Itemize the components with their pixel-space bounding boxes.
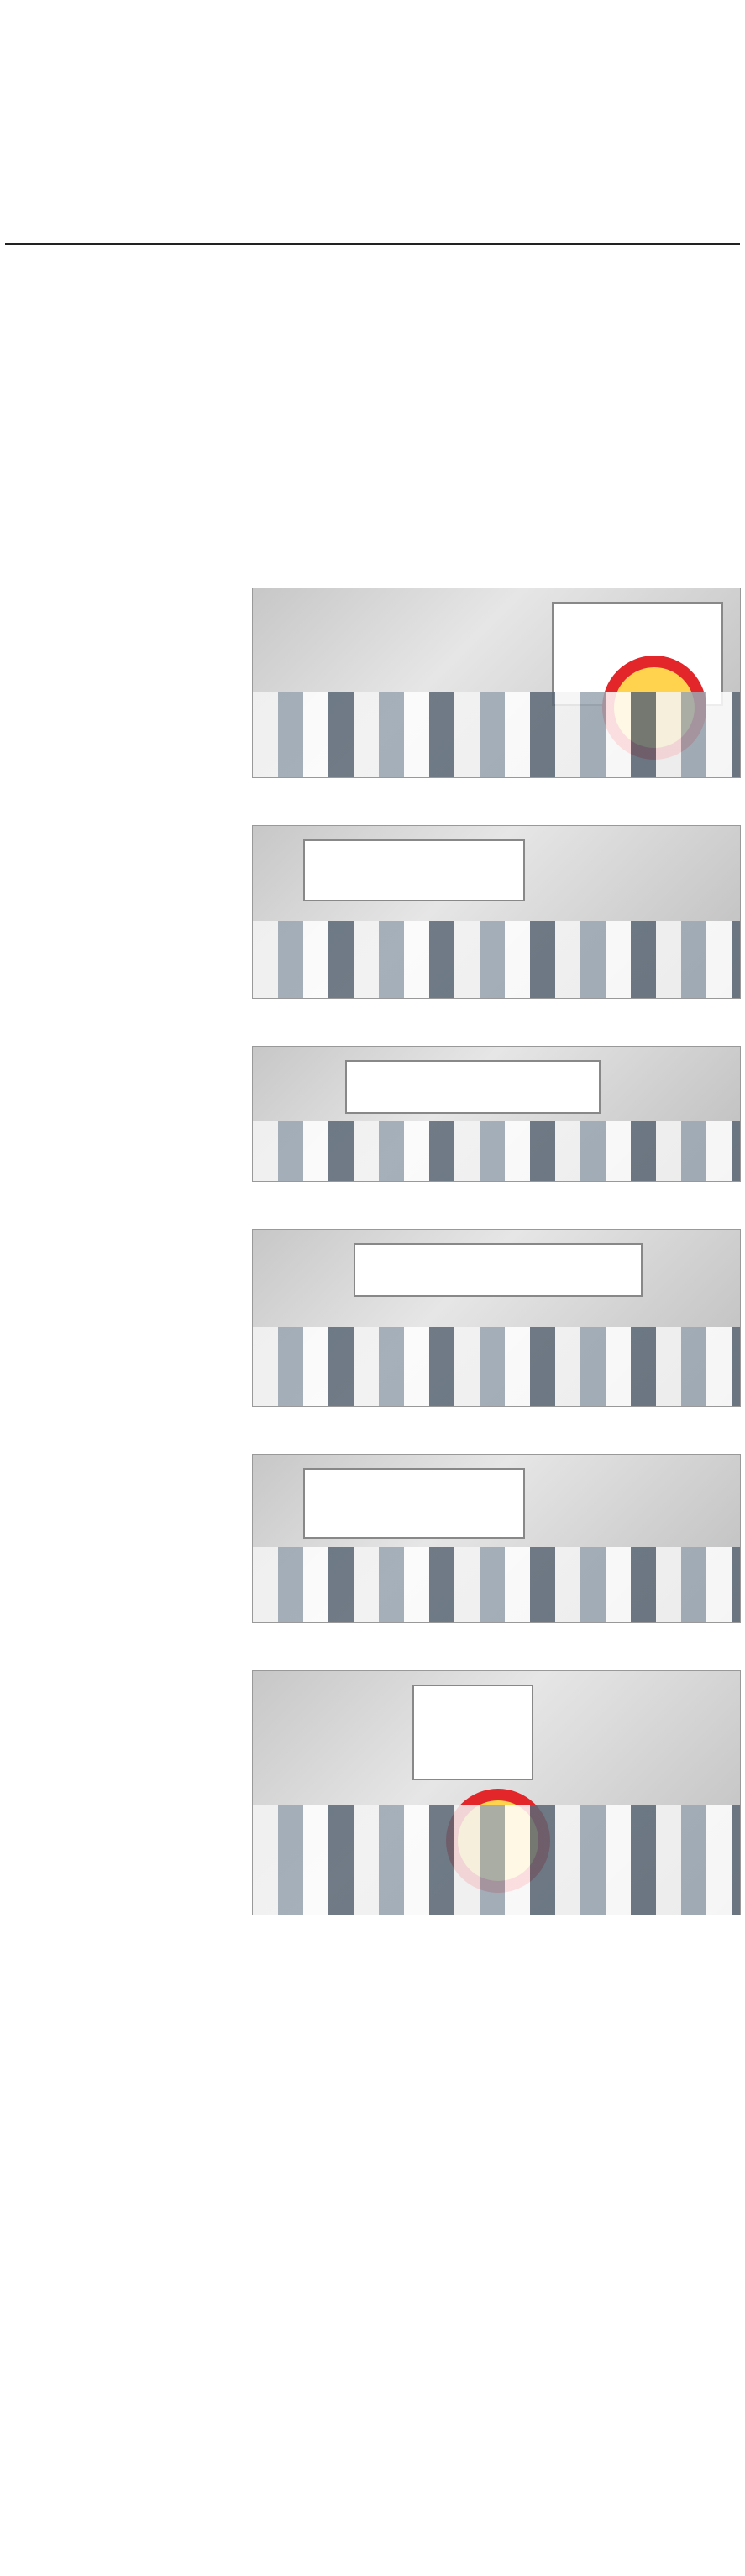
right-column-area — [252, 252, 739, 2568]
headline-divider — [5, 243, 740, 245]
news-photo-6 — [252, 1670, 741, 1915]
photo-1-caption — [252, 778, 739, 817]
news-photo-4 — [252, 1229, 741, 1407]
photo-4-people — [253, 1327, 740, 1407]
article-kicker — [7, 12, 737, 40]
photo-1-people — [253, 692, 740, 777]
news-photo-3 — [252, 1046, 741, 1182]
photo-5-banner — [303, 1468, 525, 1539]
photo-5-caption — [252, 1623, 739, 1662]
left-column — [7, 252, 244, 2568]
right-bottom-col-a — [252, 1966, 491, 2469]
news-photo-5 — [252, 1454, 741, 1623]
news-photo-2 — [252, 825, 741, 999]
photo-4-caption — [252, 1407, 739, 1445]
photo-5-people — [253, 1547, 740, 1622]
photo-3-people — [253, 1121, 740, 1181]
right-top-col-b — [500, 252, 739, 579]
article-headline — [5, 52, 740, 237]
photo-6-caption — [252, 1915, 739, 1954]
right-top-columns — [252, 252, 739, 579]
photo-2-caption — [252, 999, 739, 1037]
photo-4-banner — [354, 1243, 643, 1297]
photo-3-caption — [252, 1182, 739, 1220]
photo-6-people — [253, 1805, 740, 1915]
right-top-col-a — [252, 252, 491, 579]
photo-2-people — [253, 921, 740, 998]
photo-6-portrait — [412, 1685, 533, 1780]
photo-3-banner — [345, 1060, 601, 1114]
photo-2-banner — [303, 839, 525, 901]
right-bottom-col-b — [500, 1966, 739, 2469]
right-bottom-columns — [252, 1966, 739, 2469]
news-photo-1 — [252, 588, 741, 778]
